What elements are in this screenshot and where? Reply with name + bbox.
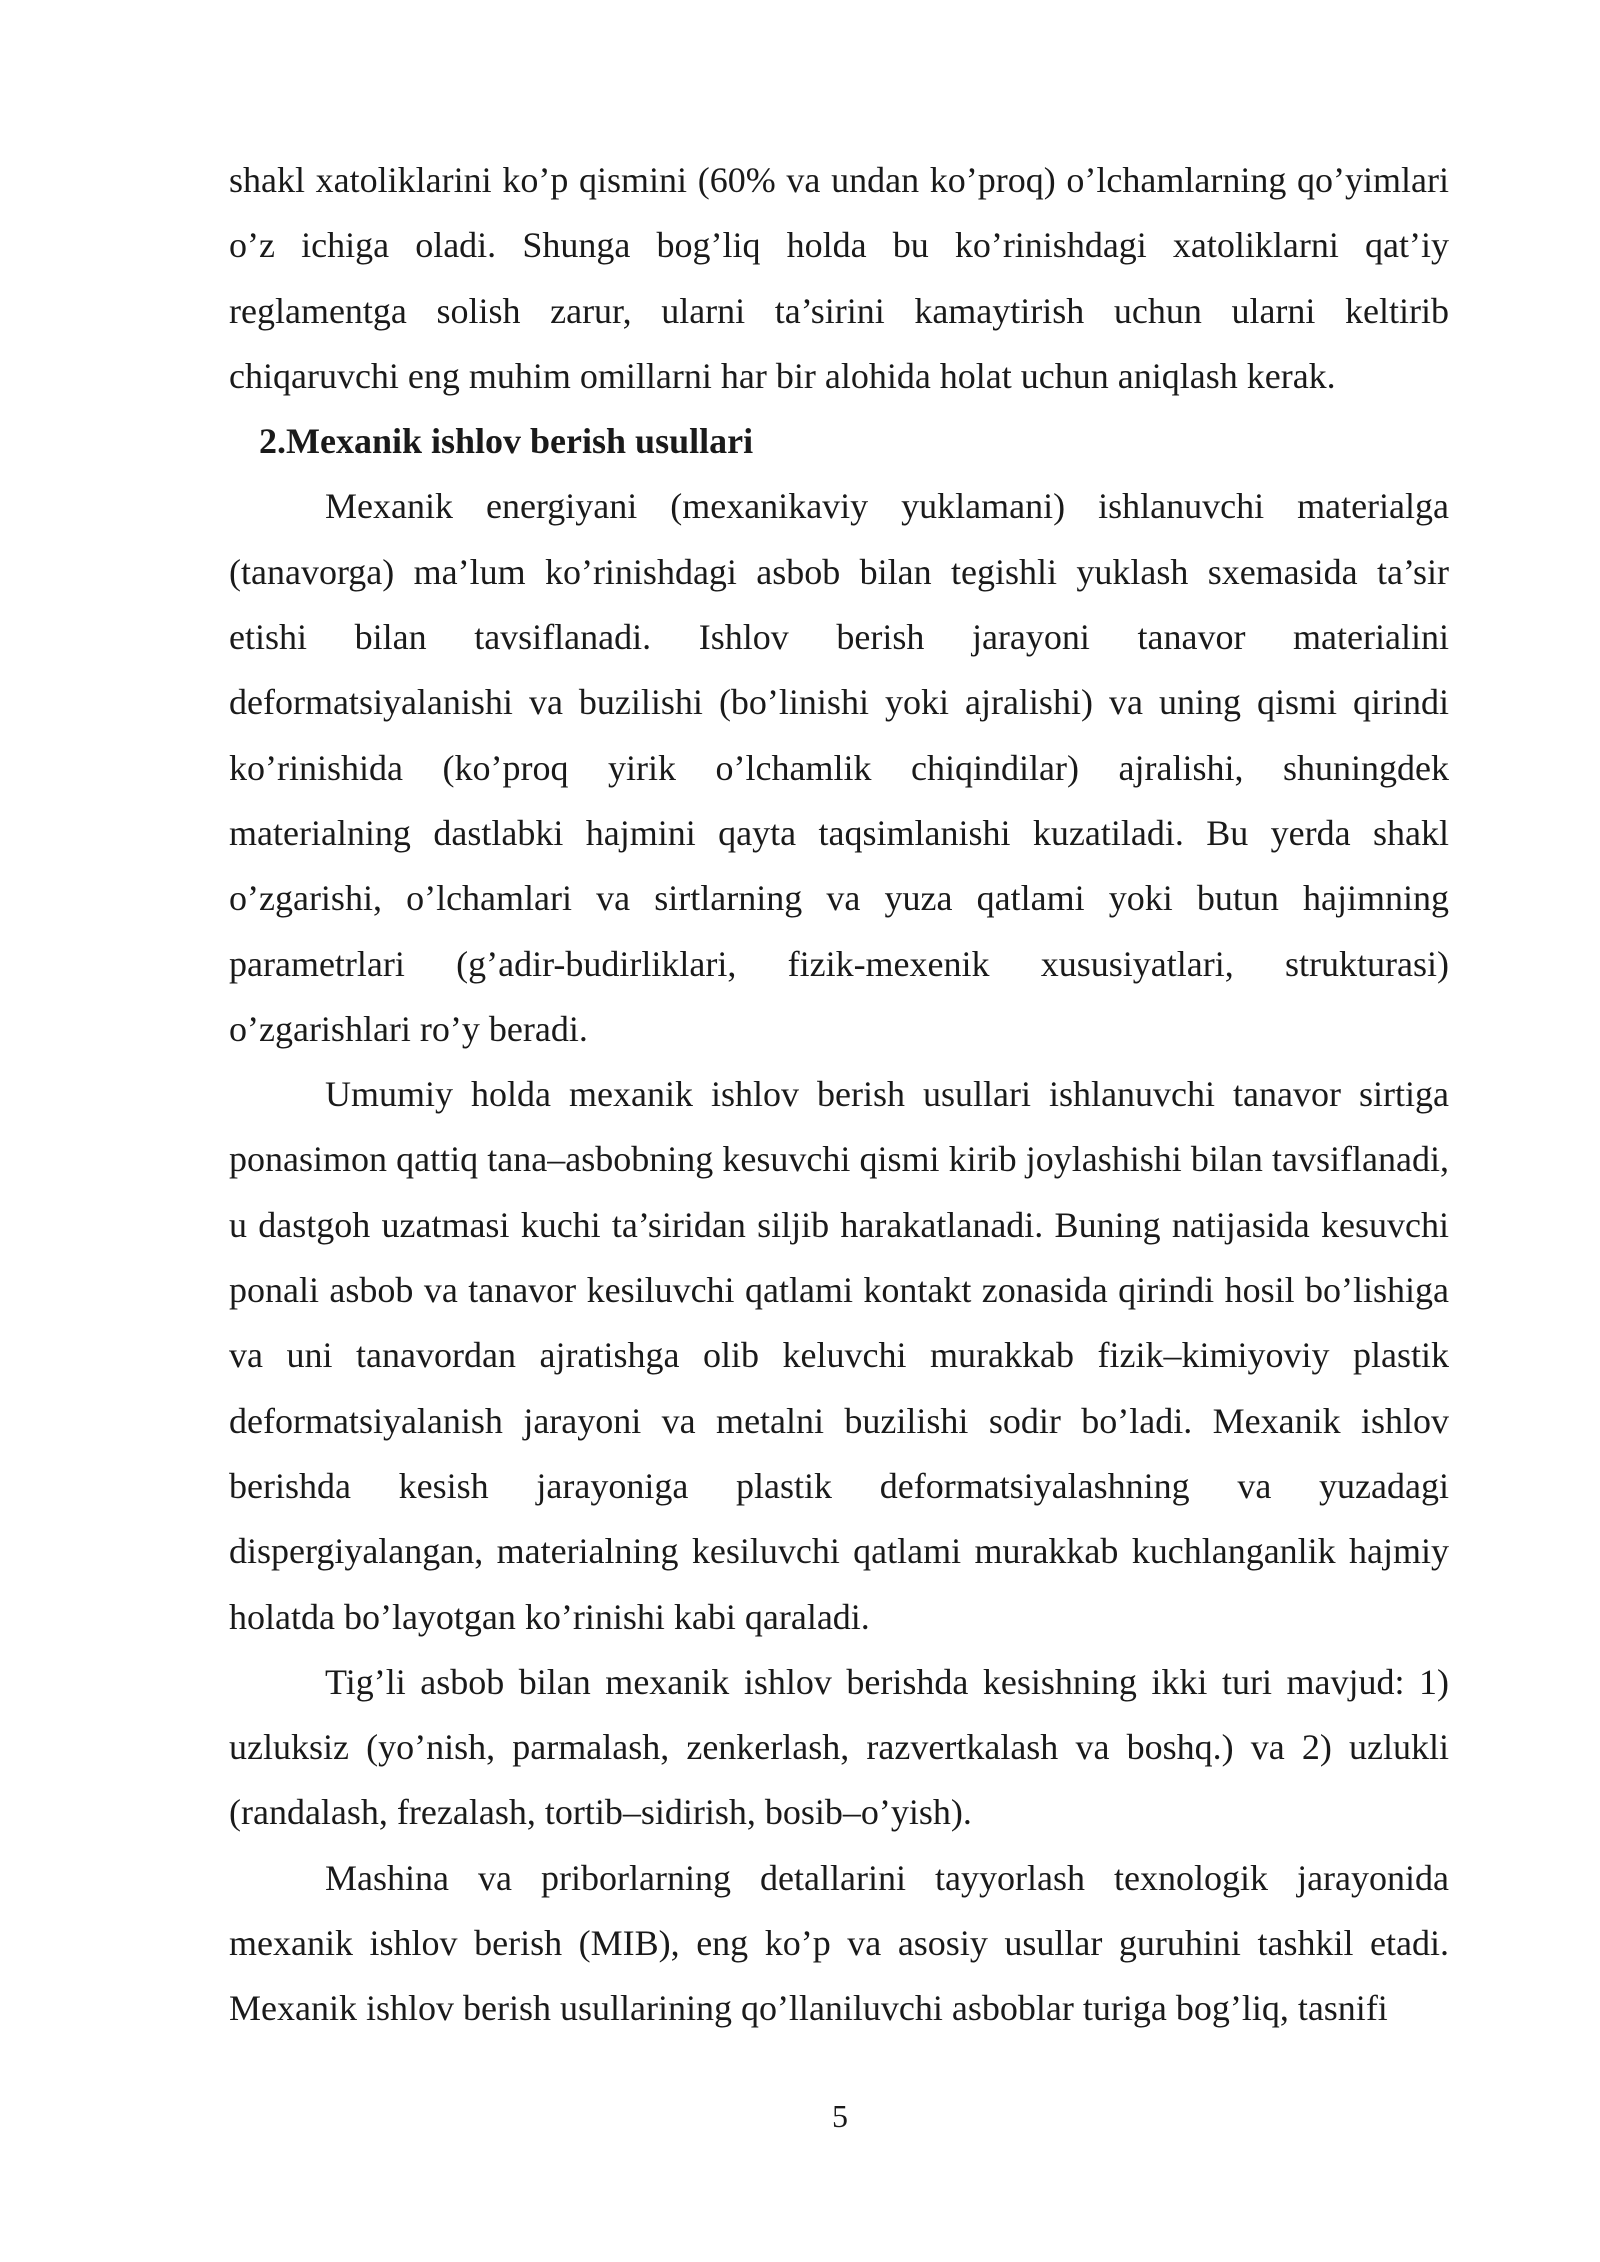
page-body <box>229 148 1449 2042</box>
paragraph: Mexanik energiyani (mexanikaviy yuklamani) ishlanuvchi materialga (tanavorga) ma’lum ko’rinishdagi asbob bilan tegishli yuklash sxemasida ta’sir etishi bilan tavsiflanadi. Ishlov berish jarayoni tanavor materialini deformatsiyalanishi va buzilishi (bo’linishi yoki ajralishi) va uning qismi qirindi ko’rinishida (ko’proq yirik o’lchamlik chiqindilar) ajralishi, shuningdek materialning dastlabki hajmini qayta taqsimlanishi kuzatiladi. Bu yerda shakl o’zgarishi, o’lchamlari va sirtlarning va yuza qatlami yoki butun hajimning parametrlari (g’adir-budirliklari, fizik-mexenik xususiyatlari, strukturasi) o’zgarishlari ro’y beradi. <box>229 486 1449 1049</box>
paragraph: Mashina va priborlarning detallarini tayyorlash texnologik jarayonida mexanik ishlov berish (MIB), eng ko’p va asosiy usullar guruhini tashkil etadi. Mexanik ishlov berish usullarining qo’llaniluvchi asboblar turiga bog’liq, tasnifi <box>229 1857 1449 2029</box>
paragraph-continuation: shakl xatoliklarini ko’p qismini (60% va undan ko’proq) o’lchamlarning qo’yimlari o’z ichiga oladi. Shunga bog’liq holda bu ko’rinishdagi xatoliklarni qat’iy reglamentga solish zarur, ularni ta’sirini kamaytirish uchun ularni keltirib chiqaruvchi eng muhim omillarni har bir alohida holat uchun aniqlash kerak. <box>229 160 1449 396</box>
paragraph: Umumiy holda mexanik ishlov berish usullari ishlanuvchi tanavor sirtiga ponasimon qattiq tana–asbobning kesuvchi qismi kirib joylashishi bilan tavsiflanadi, u dastgoh uzatmasi kuchi ta’siridan siljib harakatlanadi. Buning natijasida kesuvchi ponali asbob va tanavor kesiluvchi qatlami kontakt zonasida qirindi hosil bo’lishiga va uni tanavordan ajratishga olib keluvchi murakkab fizik–kimiyoviy plastik deformatsiyalanish jarayoni va metalni buzilishi sodir bo’ladi. Mexanik ishlov berishda kesish jarayoniga plastik deformatsiyalashning va yuzadagi dispergiyalangan, materialning kesiluvchi qatlami murakkab kuchlanganlik hajmiy holatda bo’layotgan ko’rinishi kabi qaraladi. <box>229 1074 1449 1637</box>
paragraph: Tig’li asbob bilan mexanik ishlov berishda kesishning ikki turi mavjud: 1) uzluksiz (yo’nish, parmalash, zenkerlash, razvertkalash va boshq.) va 2) uzlukli (randalash, frezalash, tortib–sidirish, bosib–o’yish). <box>229 1661 1449 1833</box>
page-number: 5 <box>832 2098 848 2134</box>
section-heading: 2.Mexanik ishlov berish usullari <box>259 421 754 462</box>
